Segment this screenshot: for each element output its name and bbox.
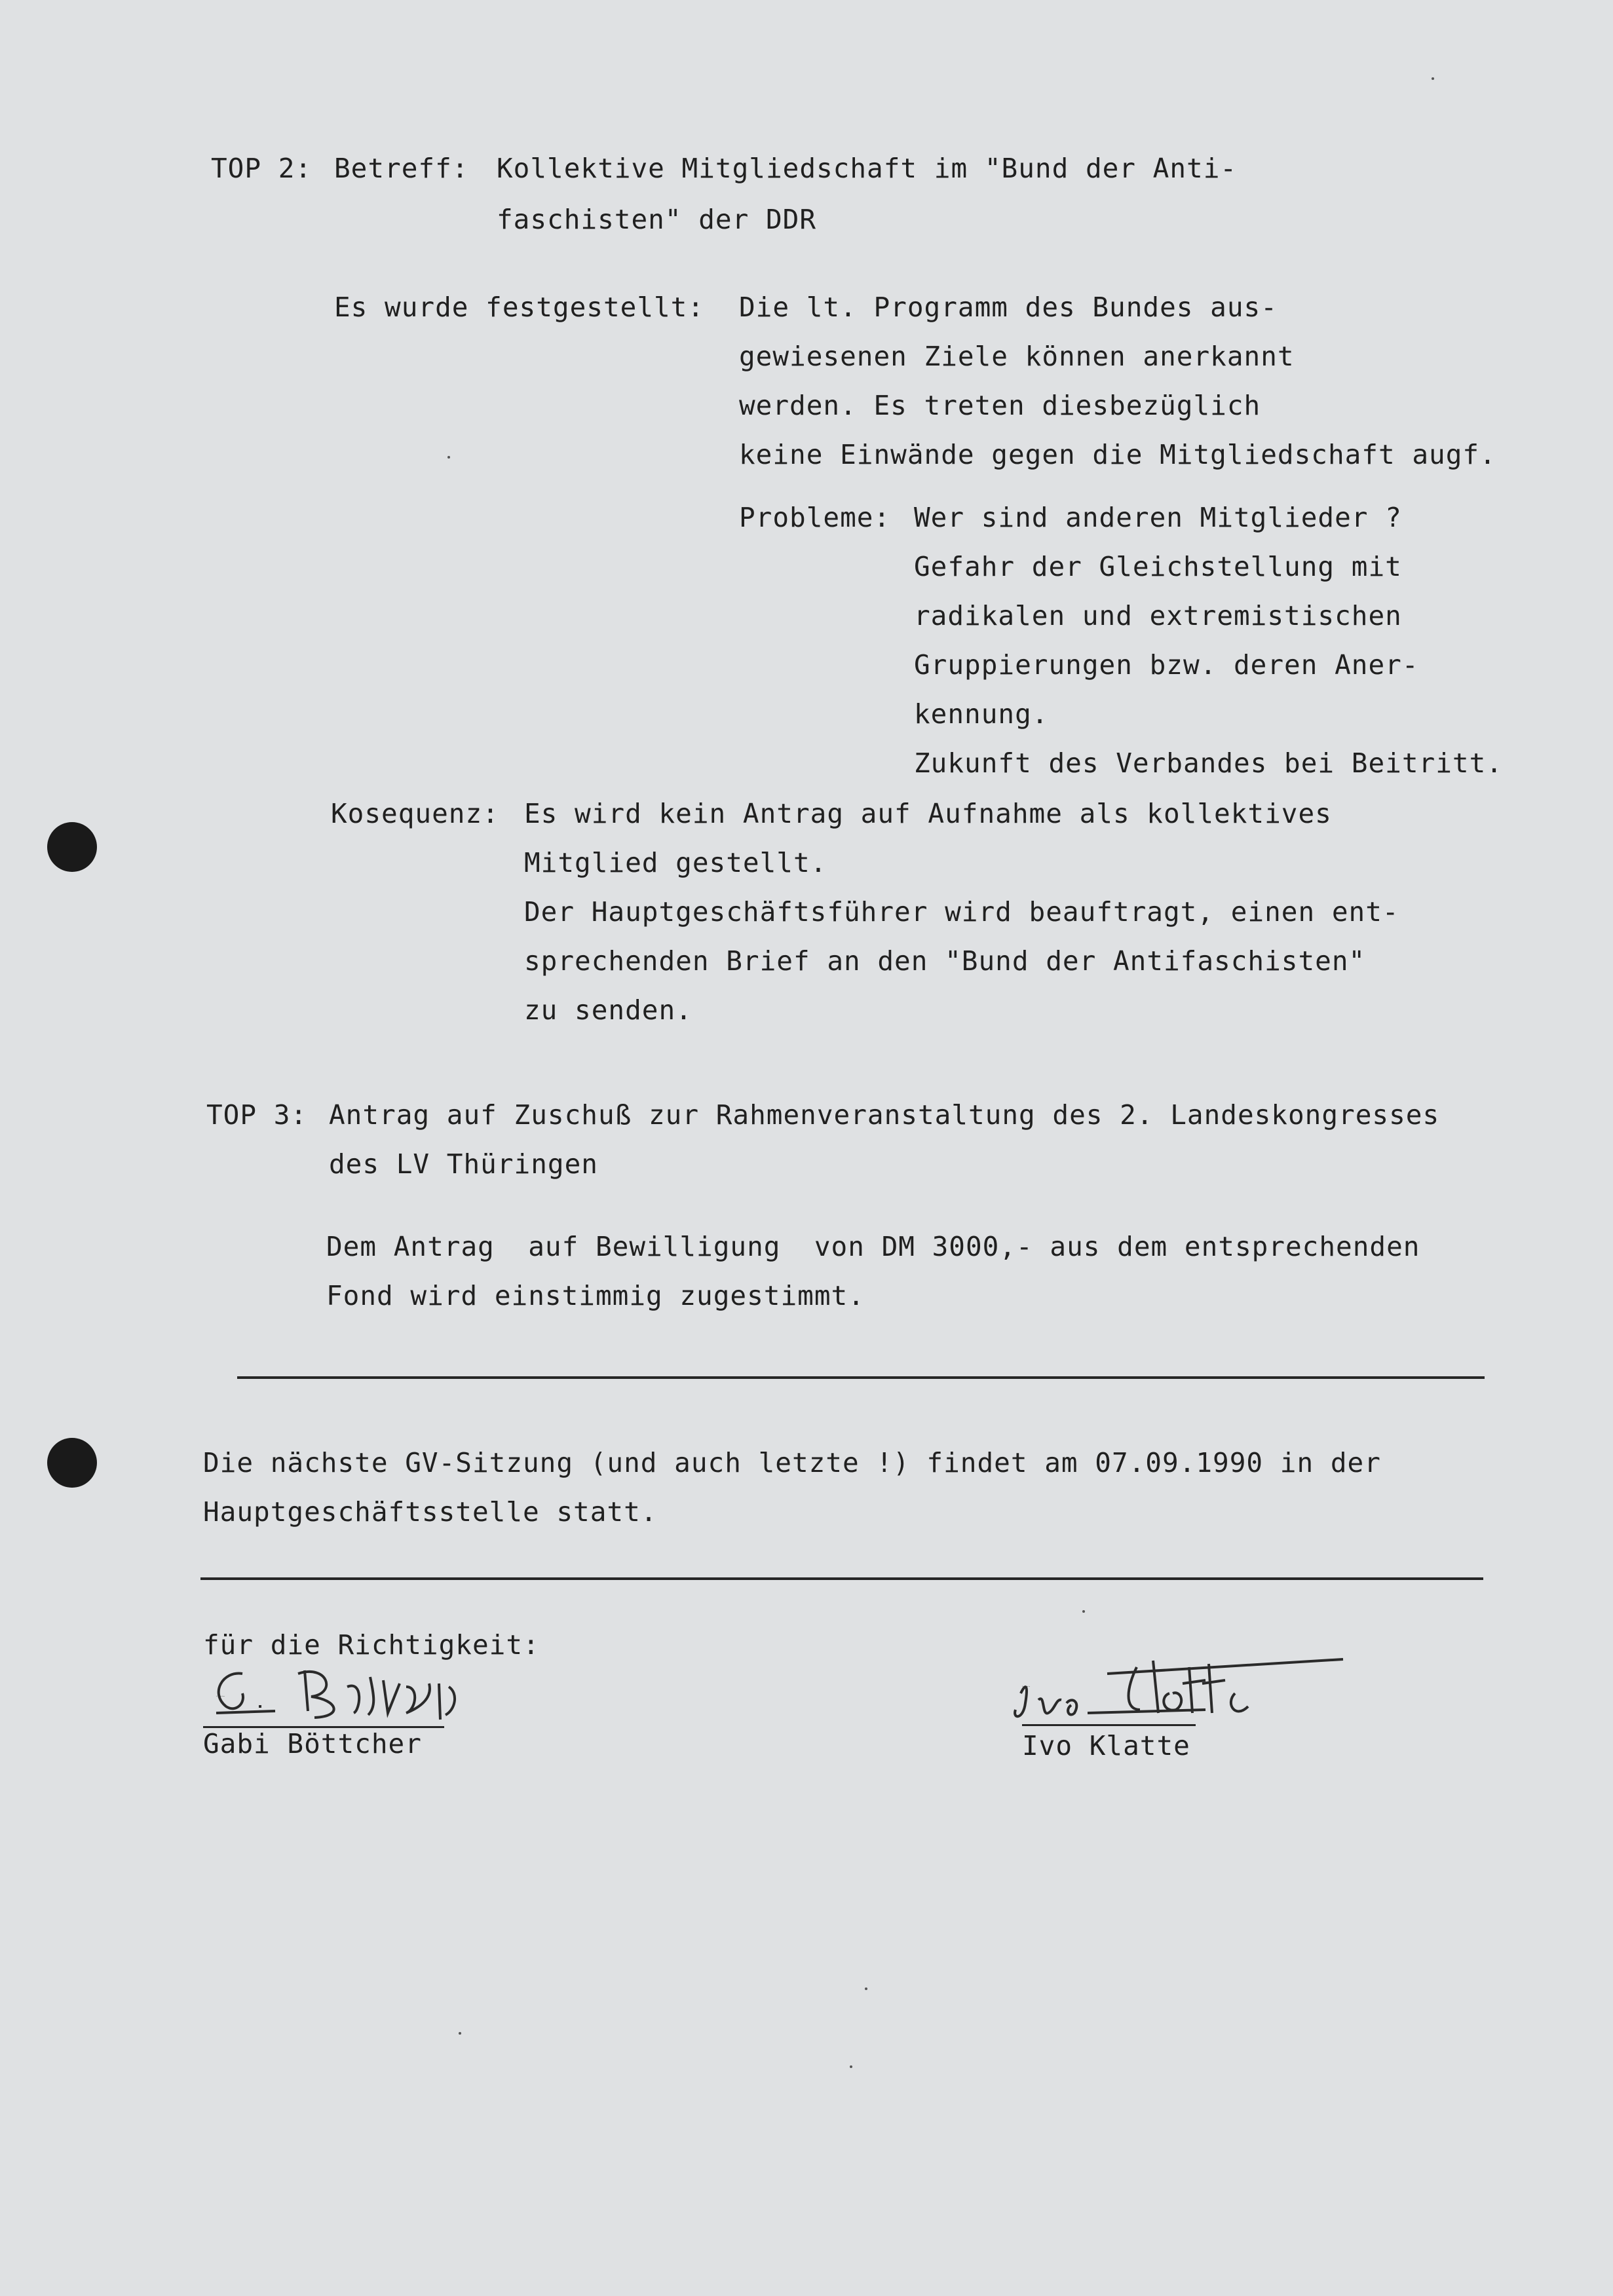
speck: [850, 2065, 852, 2068]
probleme-line: radikalen und extremistischen: [914, 600, 1402, 631]
left-signature-text: G. Böttcher: [216, 1696, 225, 1697]
probleme-line: Gruppierungen bzw. deren Aner-: [914, 649, 1419, 681]
festgestellt-line: Die lt. Programm des Bundes aus-: [739, 292, 1278, 323]
divider-line: [237, 1376, 1485, 1379]
right-signer-name: Ivo Klatte: [1022, 1730, 1190, 1761]
top2-betreff-line2: faschisten" der DDR: [497, 204, 816, 235]
next-meeting-line2: Hauptgeschäftsstelle statt.: [203, 1496, 658, 1528]
konsequenz-line: zu senden.: [524, 994, 693, 1026]
right-signature-text: Ivo Klatte: [1022, 1686, 1031, 1687]
divider-line: [200, 1577, 1483, 1580]
konsequenz-line: sprechenden Brief an den "Bund der Antifaschisten": [524, 945, 1366, 977]
probleme-line: Zukunft des Verbandes bei Beitritt.: [914, 747, 1503, 779]
left-signer-name: Gabi Böttcher: [203, 1728, 422, 1760]
speck: [1432, 77, 1434, 80]
konsequenz-line: Es wird kein Antrag auf Aufnahme als kollektives: [524, 798, 1332, 829]
speck: [447, 456, 450, 459]
speck: [865, 1987, 867, 1990]
festgestellt-line: werden. Es treten diesbezüglich: [739, 390, 1261, 421]
top2-betreff-label: Betreff:: [334, 153, 469, 184]
speck: [1082, 1610, 1085, 1613]
festgestellt-label: Es wurde festgestellt:: [334, 292, 705, 323]
top2-betreff-line1: Kollektive Mitgliedschaft im "Bund der Anti-: [497, 153, 1238, 184]
top3-body-line2: Fond wird einstimmig zugestimmt.: [326, 1280, 865, 1311]
correctness-heading: für die Richtigkeit:: [203, 1629, 540, 1661]
punch-hole-bottom: [47, 1438, 97, 1488]
top3-label: TOP 3:: [206, 1099, 308, 1131]
probleme-line: Gefahr der Gleichstellung mit: [914, 551, 1402, 582]
left-signature: [197, 1657, 472, 1729]
konsequenz-line: Mitglied gestellt.: [524, 847, 827, 878]
probleme-label: Probleme:: [739, 502, 891, 533]
probleme-line: kennung.: [914, 698, 1049, 730]
top2-label: TOP 2:: [211, 153, 313, 184]
top3-title-line2: des LV Thüringen: [329, 1148, 598, 1180]
speck: [459, 2032, 461, 2035]
konsequenz-label: Kosequenz:: [331, 798, 499, 829]
probleme-line: Wer sind anderen Mitglieder ?: [914, 502, 1402, 533]
festgestellt-line: keine Einwände gegen die Mitgliedschaft augf.: [739, 439, 1496, 470]
konsequenz-line: Der Hauptgeschäftsführer wird beauftragt, einen ent-: [524, 896, 1399, 928]
top3-title-line1: Antrag auf Zuschuß zur Rahmenveranstaltung des 2. Landeskongresses: [329, 1099, 1440, 1131]
top3-body-line1: Dem Antrag auf Bewilligung von DM 3000,- aus dem entsprechenden: [326, 1231, 1420, 1262]
festgestellt-line: gewiesenen Ziele können anerkannt: [739, 341, 1295, 372]
right-signature: [1009, 1647, 1350, 1726]
next-meeting-line1: Die nächste GV-Sitzung (und auch letzte !) findet am 07.09.1990 in der: [203, 1447, 1381, 1478]
punch-hole-top: [47, 822, 97, 872]
